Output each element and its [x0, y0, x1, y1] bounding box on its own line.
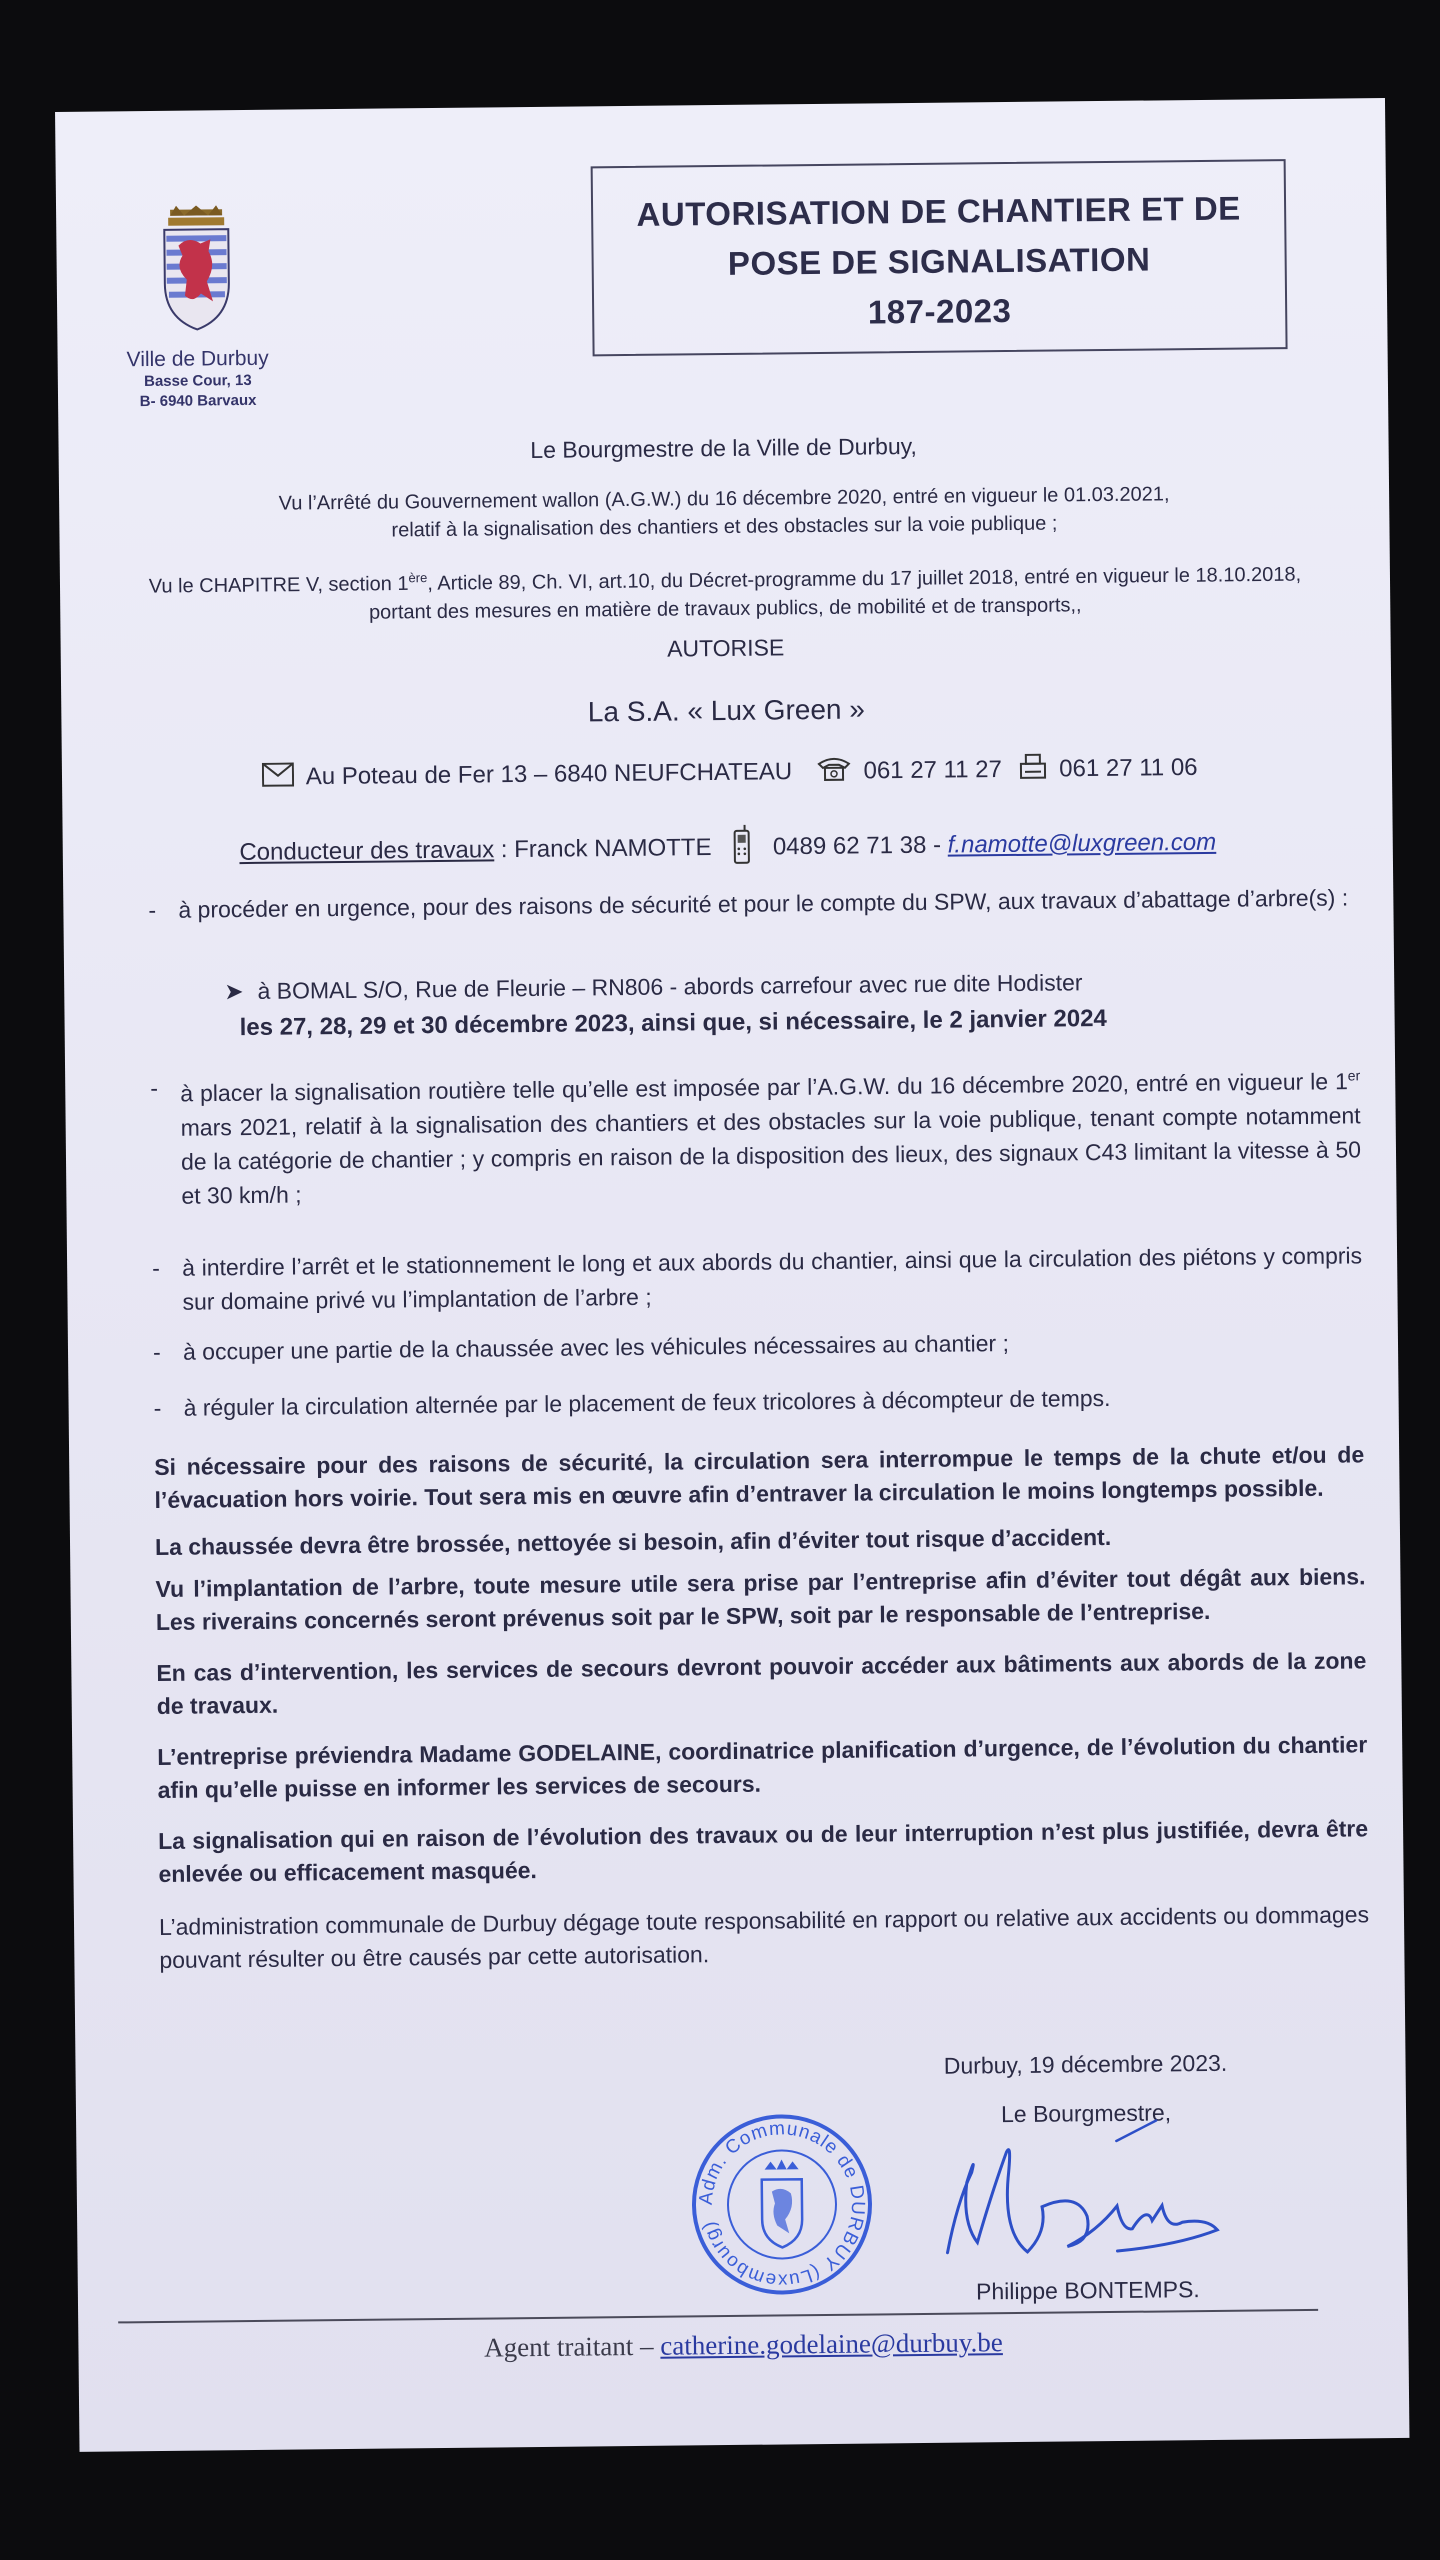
bullet-item-stationnement	[152, 1238, 1363, 1319]
legal-reference-1	[59, 478, 1390, 548]
title-line-1: AUTORISATION DE CHANTIER ET DE	[636, 189, 1241, 233]
bullet-text	[180, 1058, 1361, 1212]
paragraph-signalisation: La signalisation qui en raison de l’évolution des travaux ou de leur interruption n’est plus justifiée, devra être enlevée ou efficacement masquée.	[158, 1815, 1369, 1887]
bullet-dash: -	[148, 896, 157, 924]
conductor-label: Conducteur des travaux	[239, 836, 495, 866]
bullet-item-signalisation	[150, 1058, 1361, 1212]
bullet-dash: -	[152, 1338, 161, 1366]
paragraph-godelaine: L’entreprise préviendra Madame GODELAINE, coordinatrice planification d’urgence, de l’évolution du chantier afin qu’elle puisse en informer les services de secours.	[157, 1731, 1368, 1803]
title-line-3: 187-2023	[867, 291, 1012, 331]
paragraph-responsabilite: L’administration communale de Durbuy dégage toute responsabilité en rapport ou relative aux accidents ou dommages pouvant résulter ou être causés par cette autorisation.	[158, 1901, 1370, 1973]
legal-reference-2-part-b: , Article 89, Ch. VI, art.10, du Décret-programme du 17 juillet 2018, entré en vigueur le 18.10.2018,	[427, 563, 1302, 595]
conductor-name: : Franck NAMOTTE	[500, 833, 712, 864]
legal-reference-2	[60, 554, 1391, 630]
bullet-text-part-b: mars 2021, relatif à la signalisation des chantiers et des obstacles sur la voie publique, tenant compte notamment de la catégorie de chantier ; y compris en raison de la disposition des lieux, des signaux C43 limitant la vitesse à 50 et 30 km/h ;	[180, 1102, 1362, 1209]
company-fax: 061 27 11 06	[1059, 753, 1198, 783]
paragraph-circulation: Si nécessaire pour des raisons de sécurité, la circulation sera interrompue le temps de la chute et/ou de l’évacuation hors voirie. Tout sera mis en œuvre afin d’entraver la circulation le moins longtemps possible.	[154, 1441, 1365, 1513]
company-contact	[62, 750, 1392, 797]
footer-label: Agent traitant –	[483, 2330, 661, 2363]
handwritten-signature	[916, 2110, 1238, 2279]
signature-place-date: Durbuy, 19 décembre 2023.	[943, 2049, 1228, 2079]
signature-name: Philippe BONTEMPS.	[975, 2276, 1200, 2305]
mail-icon	[262, 762, 294, 793]
autorise-heading: AUTORISE	[666, 634, 785, 662]
bullet-item-feux	[153, 1378, 1363, 1425]
conductor-mobile: 0489 62 71 38	[772, 831, 927, 861]
bullet-item-chaussee	[153, 1322, 1363, 1369]
document-page	[55, 98, 1409, 2452]
fax-icon	[1018, 754, 1046, 787]
footer	[78, 2323, 1408, 2368]
city-crest-icon	[146, 205, 247, 336]
work-dates: les 27, 28, 29 et 30 décembre 2023, ainsi que, si nécessaire, le 2 janvier 2024	[239, 1005, 1107, 1042]
bullet-text: à procéder en urgence, pour des raisons de sécurité et pour le compte du SPW, aux travaux d’abattage d’arbre(s) :	[178, 884, 1349, 923]
footer-email-link[interactable]: catherine.godelaine@durbuy.be	[660, 2327, 1003, 2361]
bullet-dash: -	[152, 1254, 160, 1282]
bullet-dash: -	[153, 1394, 162, 1422]
arrow-bullet-icon: ➤	[224, 978, 244, 1005]
mayor-line: Le Bourgmestre de la Ville de Durbuy,	[530, 432, 917, 464]
mobile-phone-icon	[732, 825, 752, 872]
bullet-text-part-a: à placer la signalisation routière telle qu’elle est imposée par l’A.G.W. du 16 décembre 2020, entré en vigueur le 1	[180, 1068, 1348, 1107]
signature-role: Le Bourgmestre,	[1000, 2099, 1172, 2128]
legal-reference-1-line-2: relatif à la signalisation des chantiers et des obstacles sur la voie publique ;	[391, 512, 1058, 542]
bullet-text: à interdire l’arrêt et le stationnement le long et aux abords du chantier, ainsi que la circulation des piétons y compris sur domaine privé vu l’implantation de l’arbre ;	[182, 1242, 1363, 1315]
phone-icon	[817, 756, 851, 789]
paragraph-chaussee: La chaussée devra être brossée, nettoyée si besoin, afin d’éviter tout risque d’accident.	[154, 1523, 1112, 1560]
city-name: Ville de Durbuy	[126, 346, 269, 372]
bullet-dash: -	[150, 1074, 159, 1102]
location-text: à BOMAL S/O, Rue de Fleurie – RN806 - abords carrefour avec rue dite Hodister	[257, 969, 1083, 1004]
email-separator: -	[932, 831, 948, 859]
bullet-item-abattage	[148, 880, 1358, 927]
location-line	[224, 963, 1324, 1009]
title-line-2: POSE DE SIGNALISATION	[727, 240, 1151, 282]
city-address	[98, 345, 299, 412]
legal-reference-2-line-2: portant des mesures en matière de travaux publics, de mobilité et de transports,,	[368, 593, 1082, 624]
address-line-2: B- 6940 Barvaux	[139, 391, 257, 411]
document-title	[591, 159, 1288, 356]
conductor-email-link[interactable]: f.namotte@luxgreen.com	[947, 828, 1217, 859]
bullet-text: à occuper une partie de la chaussée avec les véhicules nécessaires au chantier ;	[182, 1330, 1010, 1365]
municipal-stamp	[686, 2108, 878, 2306]
footer-divider	[118, 2309, 1318, 2324]
bullet-text: à réguler la circulation alternée par le placement de feux tricolores à décompteur de temps.	[183, 1384, 1111, 1421]
stamp-text: Adm. Communale de DURBUY (Luxembourg)	[695, 2118, 869, 2291]
company-phone: 061 27 11 27	[863, 755, 1003, 785]
legal-reference-2-sup: ère	[408, 570, 428, 586]
paragraph-degats: Vu l’implantation de l’arbre, toute mesure utile sera prise par l’entreprise afin d’éviter tout dégât aux biens. Les riverains concernés seront prévenus soit par le SPW, soit par le responsable de l’entreprise.	[155, 1563, 1366, 1635]
address-line-1: Basse Cour, 13	[143, 371, 252, 391]
company-name: La S.A. « Lux Green »	[587, 693, 866, 728]
legal-reference-1-line-1: Vu l’Arrêté du Gouvernement wallon (A.G.W.) du 16 décembre 2020, entré en vigueur le 01.03.2021,	[278, 483, 1170, 515]
bullet-sup: er	[1347, 1067, 1361, 1084]
paragraph-secours: En cas d’intervention, les services de secours devront pouvoir accéder aux bâtiments aux abords de la zone de travaux.	[156, 1647, 1367, 1719]
legal-reference-2-part-a: Vu le CHAPITRE V, section 1	[148, 572, 409, 598]
conductor-line	[63, 818, 1393, 879]
company-address: Au Poteau de Fer 13 – 6840 NEUFCHATEAU	[305, 758, 793, 791]
